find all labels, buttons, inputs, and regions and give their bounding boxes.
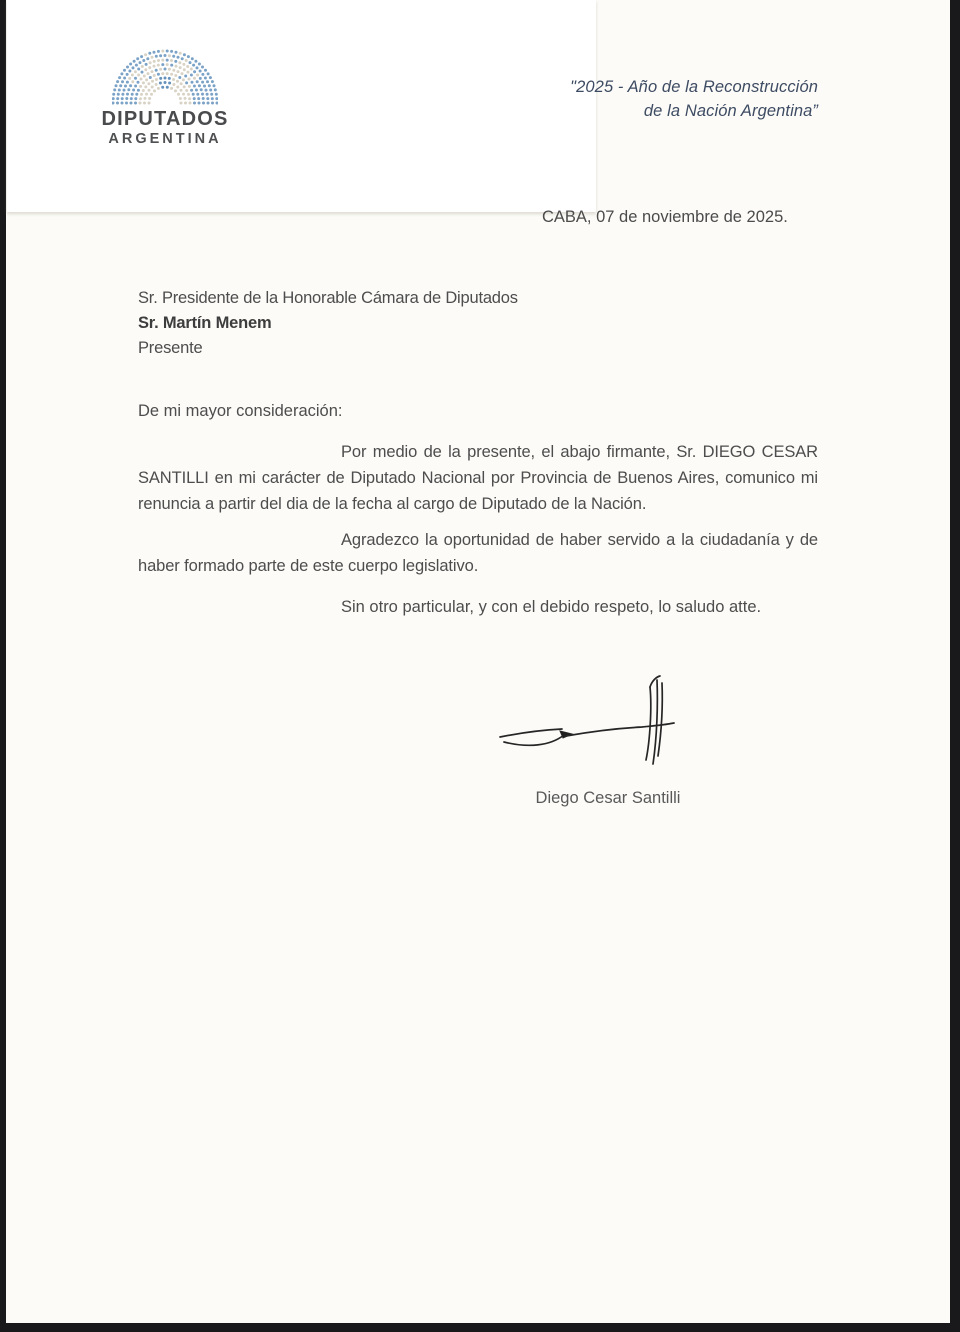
letterhead (7, 0, 596, 212)
scan-edge-bottom (0, 1323, 960, 1332)
paragraph-line: SANTILLI en mi carácter de Diputado Nacional por Provincia de Buenos Aires, comunico mi (138, 469, 818, 487)
scan-edge-right (950, 0, 960, 1332)
recipient-presente: Presente (138, 339, 203, 357)
date-line: CABA, 07 de noviembre de 2025. (542, 208, 788, 226)
handwritten-signature-icon (490, 663, 690, 775)
paragraph-thanks (138, 527, 818, 579)
signer-name: Diego Cesar Santilli (535, 789, 681, 807)
year-motto (570, 75, 818, 123)
recipient-name: Sr. Martín Menem (138, 314, 272, 332)
recipient-title: Sr. Presidente de la Honorable Cámara de Diputados (138, 289, 518, 307)
letterhead-subtitle: ARGENTINA (108, 131, 222, 147)
motto-line-1: "2025 - Año de la Reconstrucción (570, 78, 818, 96)
paragraph-line: Por medio de la presente, el abajo firmante, Sr. DIEGO CESAR (341, 443, 818, 461)
paragraph-line: renuncia a partir del dia de la fecha al cargo de Diputado de la Nación. (138, 495, 647, 513)
paragraph-resignation (138, 439, 818, 517)
scan-edge-left (0, 0, 6, 1332)
salutation: De mi mayor consideración: (138, 402, 343, 420)
closing-line: Sin otro particular, y con el debido respeto, lo saludo atte. (341, 598, 762, 616)
recipient-block (138, 286, 518, 361)
paragraph-line: Agradezco la oportunidad de haber servido a la ciudadanía y de (341, 531, 818, 549)
letterhead-title: DIPUTADOS (101, 108, 229, 130)
diputados-hemicycle-logo-icon (112, 45, 218, 106)
motto-line-2: de la Nación Argentina” (643, 102, 818, 120)
paragraph-line: haber formado parte de este cuerpo legislativo. (138, 557, 479, 575)
